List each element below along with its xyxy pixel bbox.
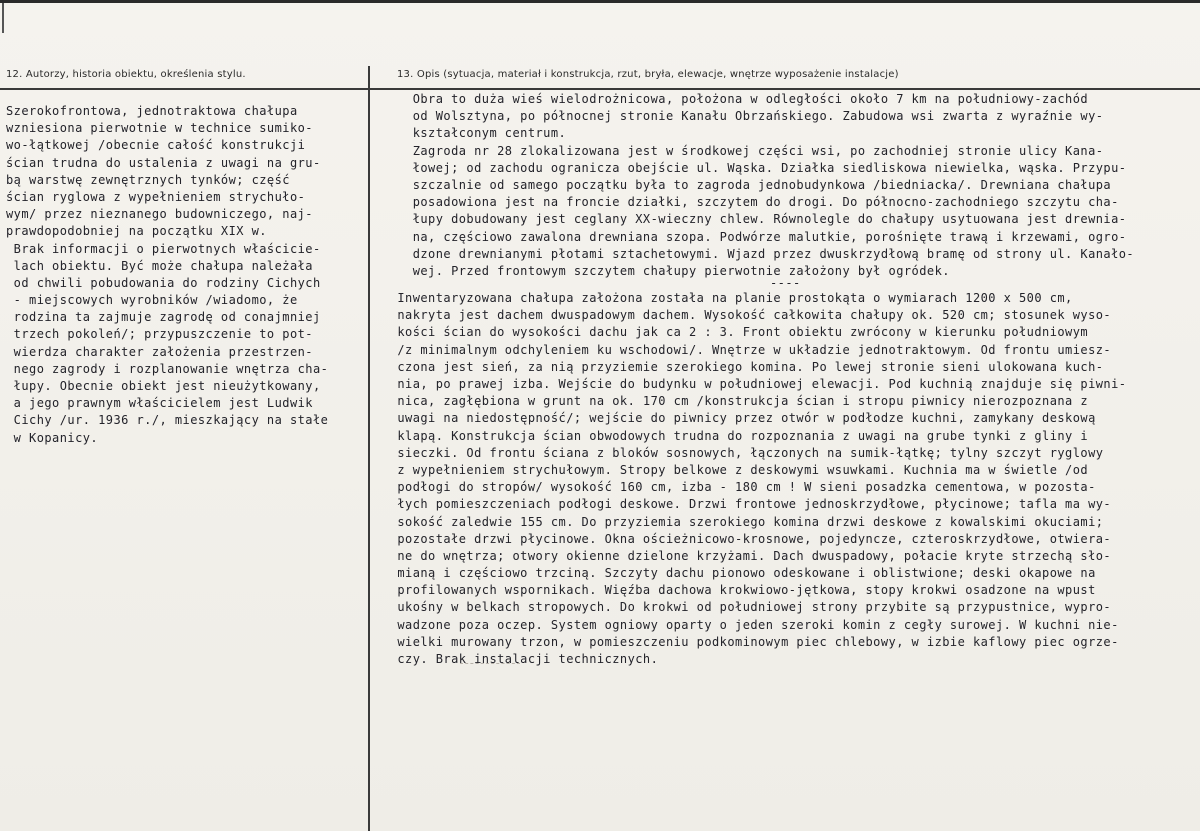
header-rule xyxy=(0,88,1200,90)
top-edge-border xyxy=(0,0,1200,3)
text-line: Inwentaryzowana chałupa założona została na planie prostokąta o wymiarach 1200 x 500 cm, xyxy=(382,291,1073,306)
text-line: wej. Przed frontowym szczytem chałupy pierwotnie założony był ogródek. xyxy=(382,263,950,278)
text-line: ne do wnętrza; otwory okienne dzielone krzyżami. Dach dwuspadowy, połacie kryte strzechą sło- xyxy=(382,548,1112,563)
text-line: łupy. Obecnie obiekt jest nieużytkowany, xyxy=(6,379,321,393)
text-line: wo-łątkowej /obecnie całość konstrukcji xyxy=(6,138,306,153)
text-line: Cichy /ur. 1936 r./, mieszkający na stałe xyxy=(6,413,329,428)
text-line: wielki murowany trzon, w pomieszczeniu podkominowym piec chlebowy, w izbie kaflowy piec ogrze- xyxy=(382,634,1119,649)
history-column xyxy=(6,103,358,447)
text-line: łowej; od zachodu ogranicza obejście ul. Wąska. Działka siedliskowa niewielka, wąska. Przypu- xyxy=(382,160,1127,175)
text-line: kształconym centrum. xyxy=(382,126,567,141)
text-line: wadzone poza oczep. System ogniowy oparty o jeden szeroki komin z cegły surowej. W kuchni nie- xyxy=(382,617,1119,632)
faint-underline-mark xyxy=(460,663,520,666)
left-section-header: 12. Autorzy, historia obiektu, określenia stylu. xyxy=(6,69,246,80)
text-line: łupy dobudowany jest ceglany XX-wieczny chlew. Równolegle do chałupy usytuowana jest drewnia- xyxy=(382,212,1127,227)
text-line: ukośny w belkach stropowych. Do krokwi od południowej strony przybite są przypustnice, wypro- xyxy=(382,600,1112,615)
text-line: wzniesiona pierwotnie w technice sumiko- xyxy=(6,121,313,136)
text-line: mianą i częściowo trzciną. Szczyty dachu pionowo odeskowane i oblistwione; deski okapowe na xyxy=(382,566,1096,581)
divider-dashes: ---- xyxy=(770,276,801,291)
text-line: z wypełnieniem strychułowym. Stropy belkowe z deskowymi wsuwkami. Kuchnia ma w świetle /od xyxy=(382,462,1089,477)
text-line: czy. Brak instalacji technicznych. xyxy=(382,652,659,666)
text-line: od chwili pobudowania do rodziny Cichych xyxy=(6,275,321,290)
text-line: wym/ przez nieznanego budowniczego, naj- xyxy=(6,207,313,222)
text-line: /z minimalnym odchyleniem ku wschodowi/. Wnętrze w układzie jednotraktowym. Od frontu umiesz- xyxy=(382,342,1112,357)
text-line: uwagi na niedostępność/; wejście do piwnicy przez otwór w podłodze kuchni, zamykany deskową xyxy=(382,411,1096,426)
text-line: ścian trudna do ustalenia z uwagi na gru- xyxy=(6,155,321,170)
text-line: Zagroda nr 28 zlokalizowana jest w środkowej części wsi, po zachodniej stronie ulicy Kana- xyxy=(382,143,1104,158)
text-line: - miejscowych wyrobników /wiadomo, że xyxy=(6,293,298,308)
text-line: klapą. Konstrukcja ścian obwodowych trudna do rozpoznania z uwagi na grube tynki z gliny i xyxy=(382,428,1089,443)
column-divider xyxy=(368,66,370,831)
right-section-header: 13. Opis (sytuacja, materiał i konstrukcja, rzut, bryła, elewacje, wnętrze wyposażenie instalacje) xyxy=(397,69,899,80)
text-line: podłogi do stropów/ wysokość 160 cm, izba - 180 cm ! W sieni posadzka cementowa, w pozosta- xyxy=(382,480,1096,495)
text-line: Brak informacji o pierwotnych właścicie- xyxy=(6,241,321,256)
text-line: wierdza charakter założenia przestrzen- xyxy=(6,344,313,359)
text-line: szczalnie od samego początku była to zagroda jednobudynkowa /biedniacka/. Drewniana chałupa xyxy=(382,177,1112,192)
description-column xyxy=(382,91,1197,668)
text-line: prawdopodobniej na początku XIX w. xyxy=(6,224,267,239)
text-line: sieczki. Od frontu ściana z bloków sosnowych, łączonych na sumik-łątkę; tylny szczyt ryglowy xyxy=(382,445,1104,460)
text-line: nakryta jest dachem dwuspadowym dachem. Wysokość całkowita chałupy ok. 520 cm; stosunek wyso- xyxy=(382,308,1112,323)
text-line: nego zagrody i rozplanowanie wnętrza cha- xyxy=(6,361,329,376)
text-line: sokość zaledwie 155 cm. Do przyziemia szerokiego komina drzwi deskowe z kowalskimi okuciami; xyxy=(382,514,1104,529)
text-line: dzone drewnianymi płotami sztachetowymi. Wjazd przez dwuskrzydłową bramę od strony ul. Kanało- xyxy=(382,246,1135,261)
text-line: ścian ryglowa z wypełnieniem strychuło- xyxy=(6,189,306,204)
text-line: na, częściowo zawalona drewniana szopa. Podwórze malutkie, porośnięte trawą i krzewami, ogro- xyxy=(382,229,1127,244)
text-line: Szerokofrontowa, jednotraktowa chałupa xyxy=(6,104,298,118)
text-line: Obra to duża wieś wielodrożnicowa, położona w odległości około 7 km na południowy-zachód xyxy=(382,92,1089,106)
text-line: łych pomieszczeniach podłogi deskowe. Drzwi frontowe jednoskrzydłowe, płycinowe; tafla ma wy- xyxy=(382,497,1112,512)
text-line: a jego prawnym właścicielem jest Ludwik xyxy=(6,396,313,411)
text-line: rodzina ta zajmuje zagrodę od conajmniej xyxy=(6,310,321,325)
text-line: trzech pokoleń/; przypuszczenie to pot- xyxy=(6,327,313,342)
text-line: od Wolsztyna, po północnej stronie Kanału Obrzańskiego. Zabudowa wsi zwarta z wyraźnie wy- xyxy=(382,109,1104,124)
text-line: posadowiona jest na froncie działki, szczytem do drogi. Do północno-zachodniego szczytu cha- xyxy=(382,195,1119,210)
text-line: bą warstwę zewnętrznych tynków; część xyxy=(6,172,290,187)
section-divider xyxy=(382,276,1197,291)
text-line: czona jest sień, za nią przyziemie szerokiego komina. Po lewej stronie sieni ulokowana kuch- xyxy=(382,359,1104,374)
text-line: pozostałe drzwi płycinowe. Okna ościeżnicowo-krosnowe, pojedyncze, czteroskrzydłowe, otwiera- xyxy=(382,531,1112,546)
text-line: nica, zagłębiona w grunt na ok. 170 cm /konstrukcja ścian i stropu piwnicy nierozpoznana z xyxy=(382,394,1089,409)
text-line: w Kopanicy. xyxy=(6,430,99,445)
left-edge-mark xyxy=(2,3,4,33)
text-line: profilowanych wspornikach. Więźba dachowa krokwiowo-jętkowa, stopy krokwi osadzone na wpust xyxy=(382,583,1096,598)
text-line: nia, po prawej izba. Wejście do budynku w południowej elewacji. Pod kuchnią znajduje się piwni- xyxy=(382,377,1127,391)
text-line: lach obiektu. Być może chałupa należała xyxy=(6,258,313,273)
text-line: kości ścian do wysokości dachu jak ca 2 : 3. Front obiektu zwrócony w kierunku południowym xyxy=(382,325,1089,340)
